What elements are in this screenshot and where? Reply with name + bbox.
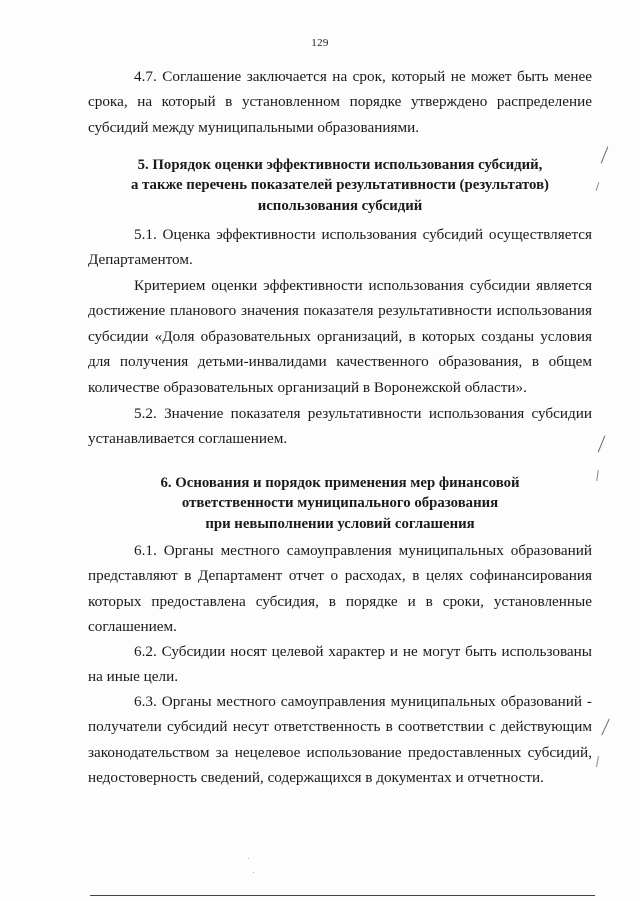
page-number: 129 [311, 37, 329, 49]
margin-mark [598, 435, 606, 452]
margin-mark [596, 182, 600, 191]
margin-mark [601, 719, 610, 736]
paragraph-5-1: 5.1. Оценка эффективности использования субсидий осуществляется Департаментом. [88, 226, 592, 269]
section-6-heading [88, 473, 592, 534]
margin-mark [596, 470, 599, 481]
section-5-heading-line-1: 5. Порядок оценки эффективности использования субсидий, [137, 157, 543, 173]
section-5-heading-line-3: использования субсидий [257, 197, 423, 214]
paragraph-6-3: 6.3. Органы местного самоуправления муниципальных образований - получатели субсидий несут ответственность в соответствии с действующим законодательством за нецелевое использование предоставленных субсидий, недостоверность сведений, содержащихся в документах и отчетности. [88, 693, 592, 787]
scan-speck [248, 858, 249, 859]
section-5-heading-line-2: а также перечень показателей результативности (результатов) [131, 177, 549, 194]
section-6-heading-line-3: при невыполнении условий соглашения [205, 515, 475, 532]
scan-speck [253, 872, 254, 873]
paragraph-4-7: 4.7. Соглашение заключается на срок, который не может быть менее срока, на который в установленном порядке утверждено распределение субсидий между муниципальными образованиями. [88, 68, 592, 136]
bottom-rule [90, 895, 595, 896]
paragraph-5-2: 5.2. Значение показателя результативности использования субсидии устанавливается соглашением. [88, 405, 592, 448]
section-6-heading-line-2: ответственности муниципального образования [181, 495, 499, 512]
section-6-heading-line-1: 6. Основания и порядок применения мер финансовой [160, 475, 520, 491]
section-5-heading [88, 155, 592, 216]
margin-mark [596, 756, 599, 767]
paragraph-6-2: 6.2. Субсидии носят целевой характер и не могут быть использованы на иные цели. [88, 643, 592, 686]
paragraph-criteria: Критерием оценки эффективности использования субсидии является достижение планового значения показателя результативности использования субсидии «Доля образовательных организаций, в которых созданы условия для получения детьми-инвалидами качественного образования, в общем количестве образовательных организаций в Воронежской области». [88, 277, 592, 396]
margin-mark [601, 146, 609, 163]
paragraph-6-1: 6.1. Органы местного самоуправления муниципальных образований представляют в Департамент отчет о расходах, в целях софинансирования которых предоставлена субсидия, в порядке и в сроки, установленные соглашением. [88, 542, 592, 636]
